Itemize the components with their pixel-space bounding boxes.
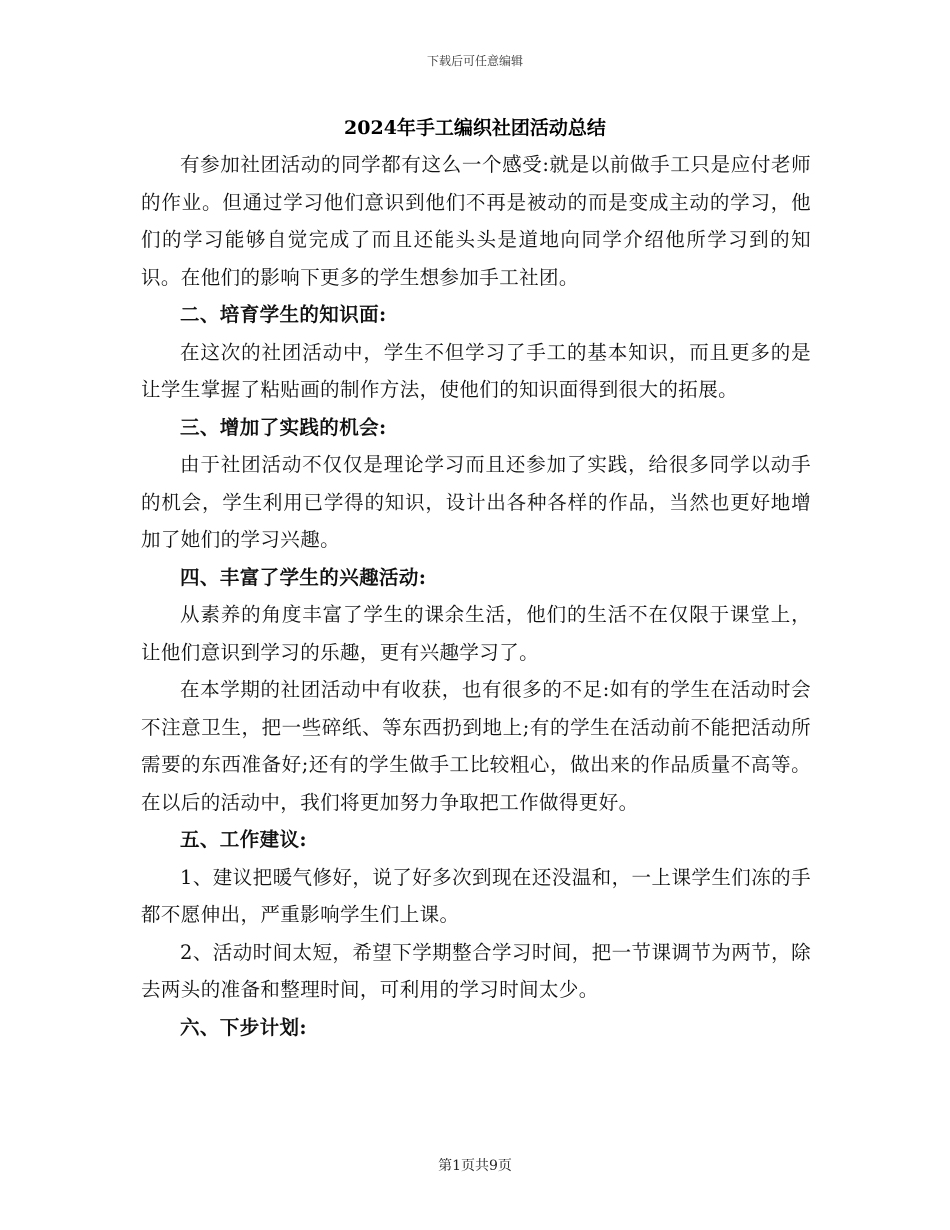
paragraph: 2、活动时间太短，希望下学期整合学习时间，把一节课调节为两节，除去两头的准备和整理时间，可利用的学习时间太少。 — [141, 940, 811, 1001]
section-heading: 五、工作建议: — [180, 828, 307, 851]
paragraph: 有参加社团活动的同学都有这么一个感受:就是以前做手工只是应付老师的作业。但通过学习他们意识到他们不再是被动的而是变成主动的学习，他们的学习能够自觉完成了而且还能头头是道地向同学介绍他所学习到的知识。在他们的影响下更多的学生想参加手工社团。 — [141, 153, 811, 289]
page-footer: 第1页共9页 — [438, 1158, 512, 1174]
section-heading: 三、增加了实践的机会: — [180, 415, 387, 439]
paragraph: 从素养的角度丰富了学生的课余生活，他们的生活不在仅限于课堂上，让他们意识到学习的乐趣，更有兴趣学习了。 — [141, 603, 811, 664]
document-body — [141, 146, 811, 1046]
paragraph: 1、建议把暖气修好，说了好多次到现在还没温和，一上课学生们冻的手都不愿伸出，严重影响学生们上课。 — [141, 865, 811, 926]
section-heading: 二、培育学生的知识面: — [180, 303, 387, 326]
paragraph: 在这次的社团活动中，学生不但学习了手工的基本知识，而且更多的是让学生掌握了粘贴画的制作方法，使他们的知识面得到很大的拓展。 — [141, 340, 811, 401]
section-heading: 六、下步计划: — [180, 1015, 307, 1039]
document-title: 2024年手工编织社团活动总结 — [344, 117, 606, 139]
paragraph: 由于社团活动不仅仅是理论学习而且还参加了实践，给很多同学以动手的机会，学生利用已学得的知识，设计出各种各样的作品，当然也更好地增加了她们的学习兴趣。 — [141, 453, 811, 551]
paragraph: 在本学期的社团活动中有收获，也有很多的不足:如有的学生在活动时会不注意卫生，把一些碎纸、等东西扔到地上;有的学生在活动前不能把活动所需要的东西准备好;还有的学生做手工比较粗心，做出来的作品质量不高等。在以后的活动中，我们将更加努力争取把工作做得更好。 — [141, 678, 811, 814]
header-note: 下载后可任意编辑 — [426, 54, 523, 68]
section-heading: 四、丰富了学生的兴趣活动: — [180, 565, 427, 589]
